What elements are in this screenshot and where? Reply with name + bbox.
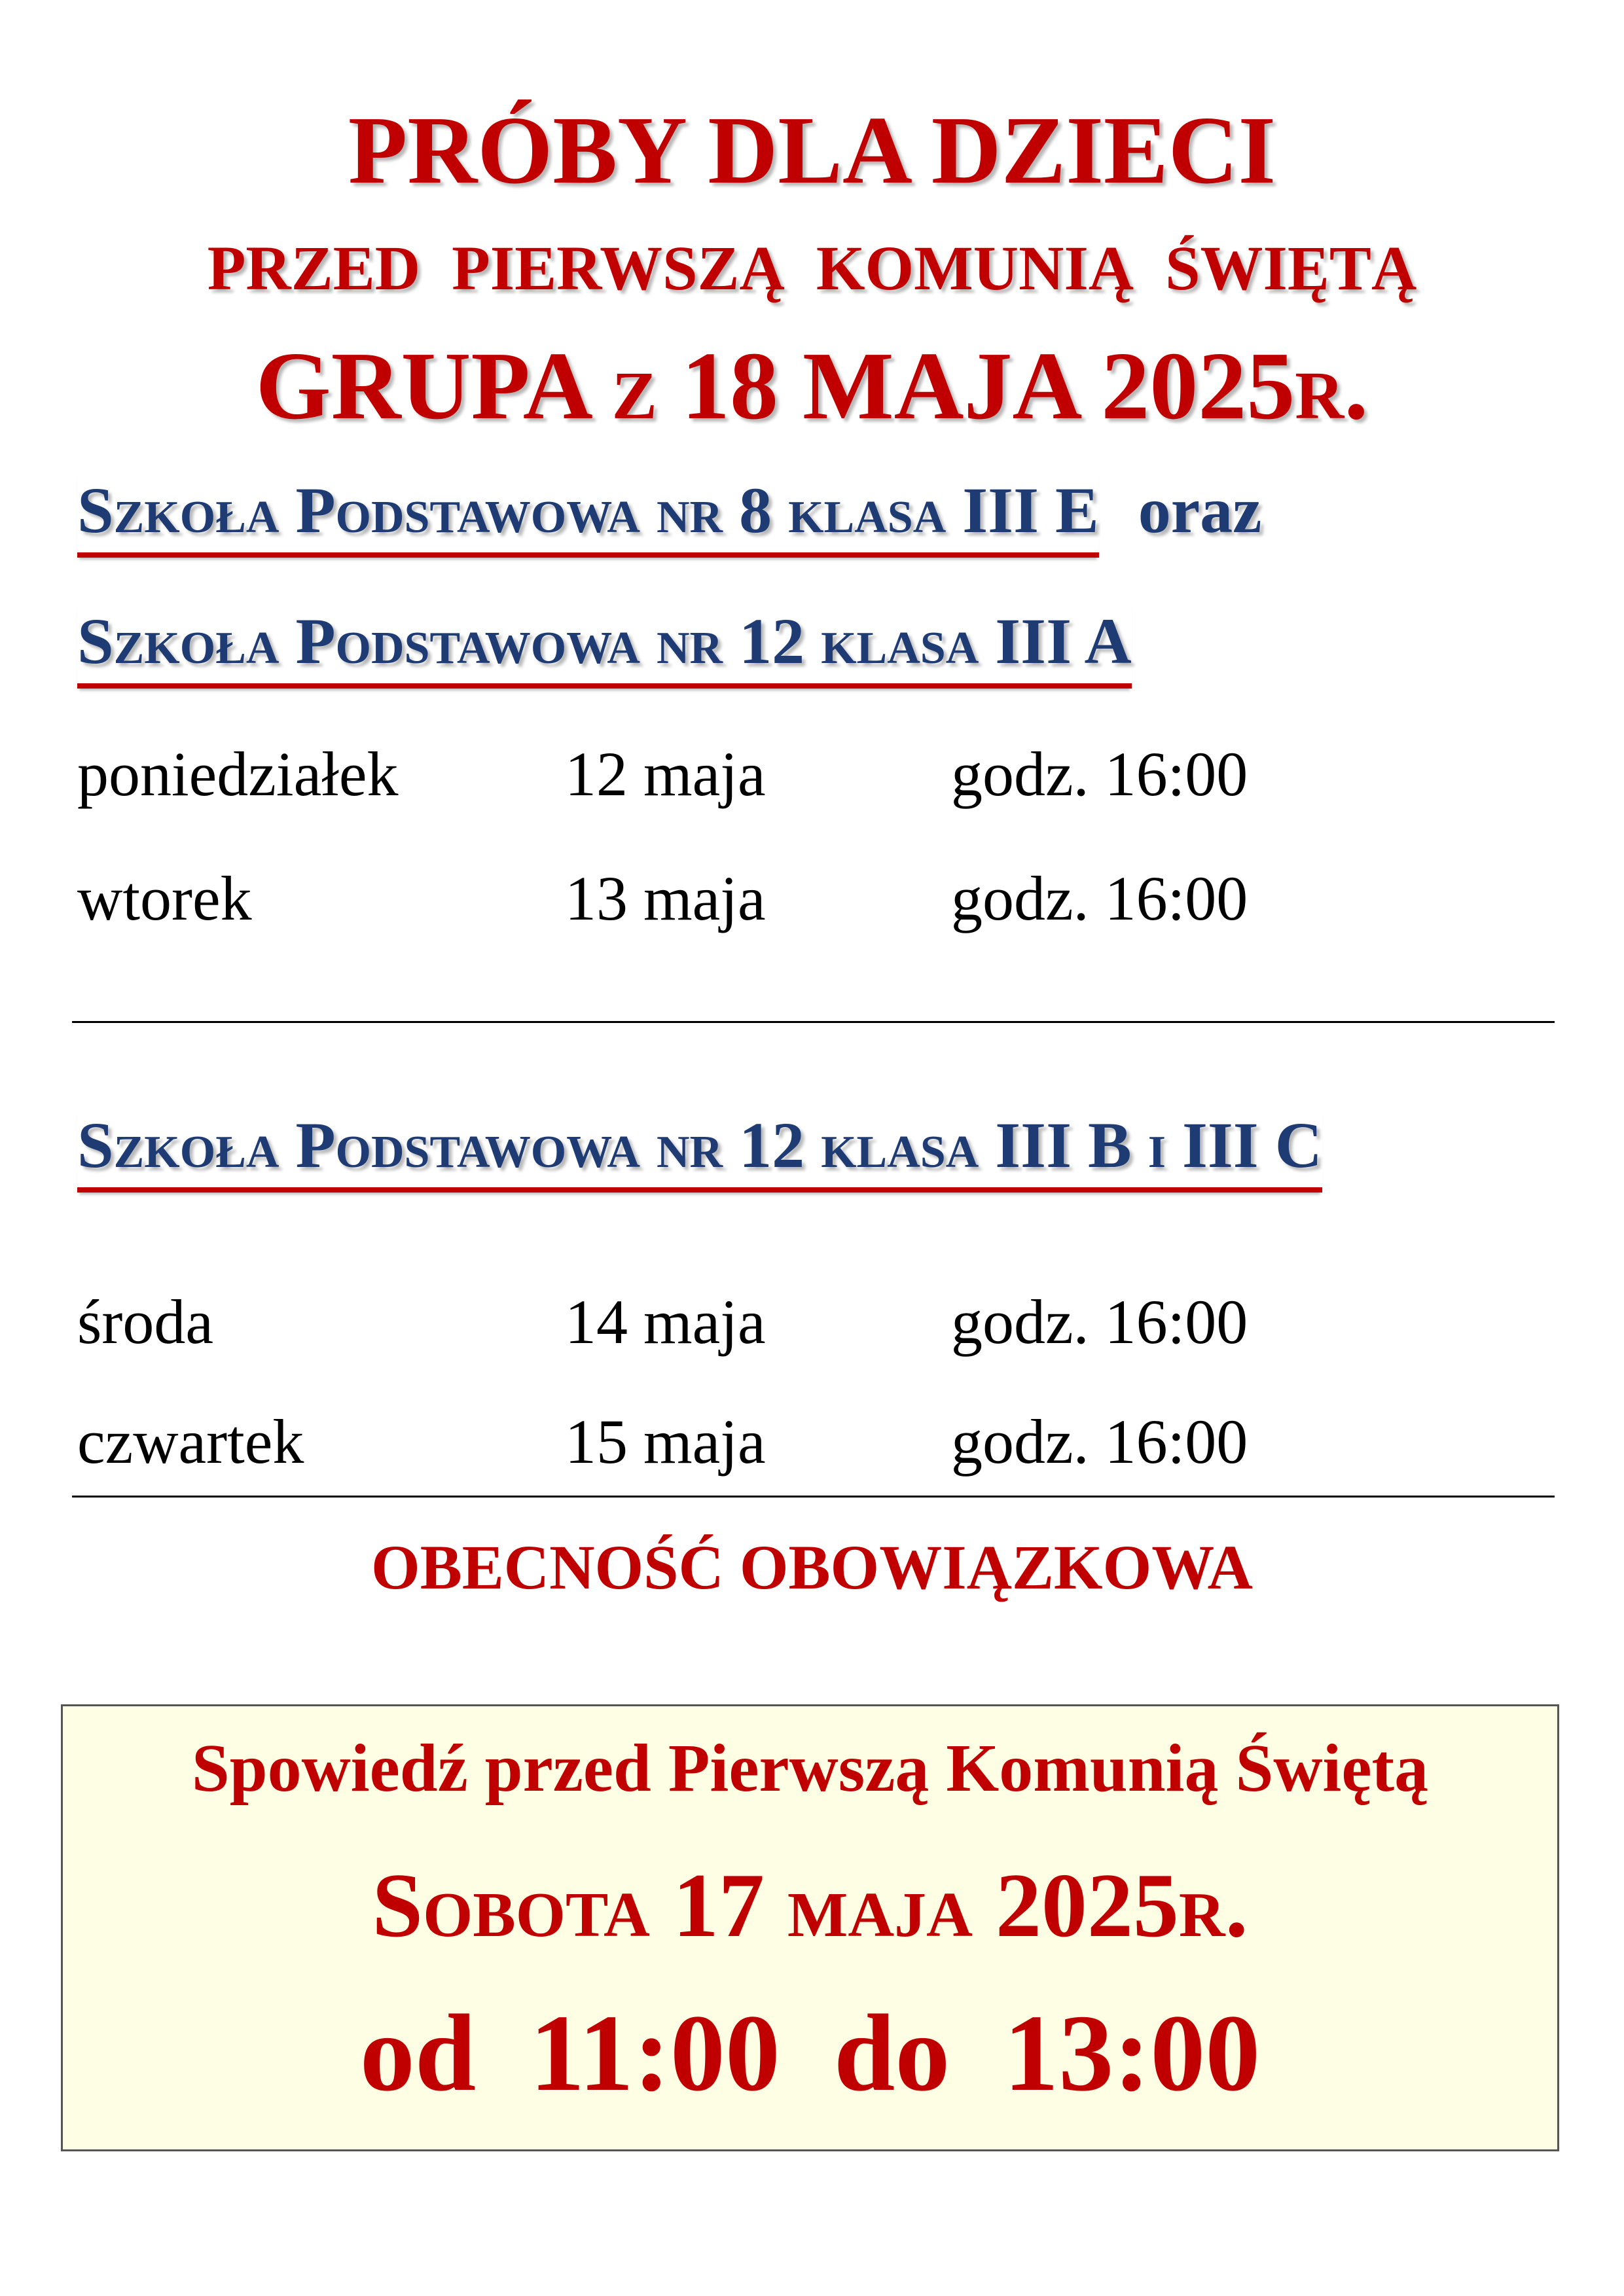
schedule-date: 14 maja [565,1287,766,1357]
confession-heading: Spowiedź przed Pierwszą Komunią Świętą [191,1731,1429,1806]
group-date-title: GRUPA z 18 MAJA 2025r. [255,332,1369,440]
school-name-sp8: Szkoła Podstawowa nr 8 klasa III E [77,471,1099,558]
schedule-time: godz. 16:00 [951,1287,1248,1357]
page-title: PRÓBY DLA DZIECI [348,97,1276,204]
schedule-date: 12 maja [565,739,766,809]
schedule-date: 15 maja [565,1407,766,1477]
confession-box [61,1704,1559,2151]
school-conjunction: oraz [1138,474,1262,547]
school-heading-sp8 [77,471,1262,558]
school-name-sp12-bc: Szkoła Podstawowa nr 12 klasa III B i III C [77,1106,1322,1193]
schedule-date: 13 maja [565,863,766,933]
schedule-day: czwartek [77,1407,304,1477]
schedule-day: poniedziałek [77,739,399,809]
schedule-day: wtorek [77,863,252,933]
schedule-time: godz. 16:00 [951,863,1248,933]
school-heading-sp12-a [77,602,1132,689]
schedule-time: godz. 16:00 [951,1407,1248,1477]
schedule-day: środa [77,1287,213,1357]
school-heading-sp12-bc [77,1106,1322,1193]
confession-hours: od 11:00 do 13:00 [359,1992,1261,2114]
school-name-sp12-a: Szkoła Podstawowa nr 12 klasa III A [77,602,1132,689]
attendance-notice: OBECNOŚĆ OBOWIĄZKOWA [371,1532,1253,1602]
section-divider [72,1021,1555,1023]
section-divider [72,1496,1555,1498]
confession-date: Sobota 17 maja 2025r. [372,1855,1248,1956]
schedule-time: godz. 16:00 [951,739,1248,809]
page-subtitle: PRZED PIERWSZĄ KOMUNIĄ ŚWIĘTĄ [207,233,1417,303]
